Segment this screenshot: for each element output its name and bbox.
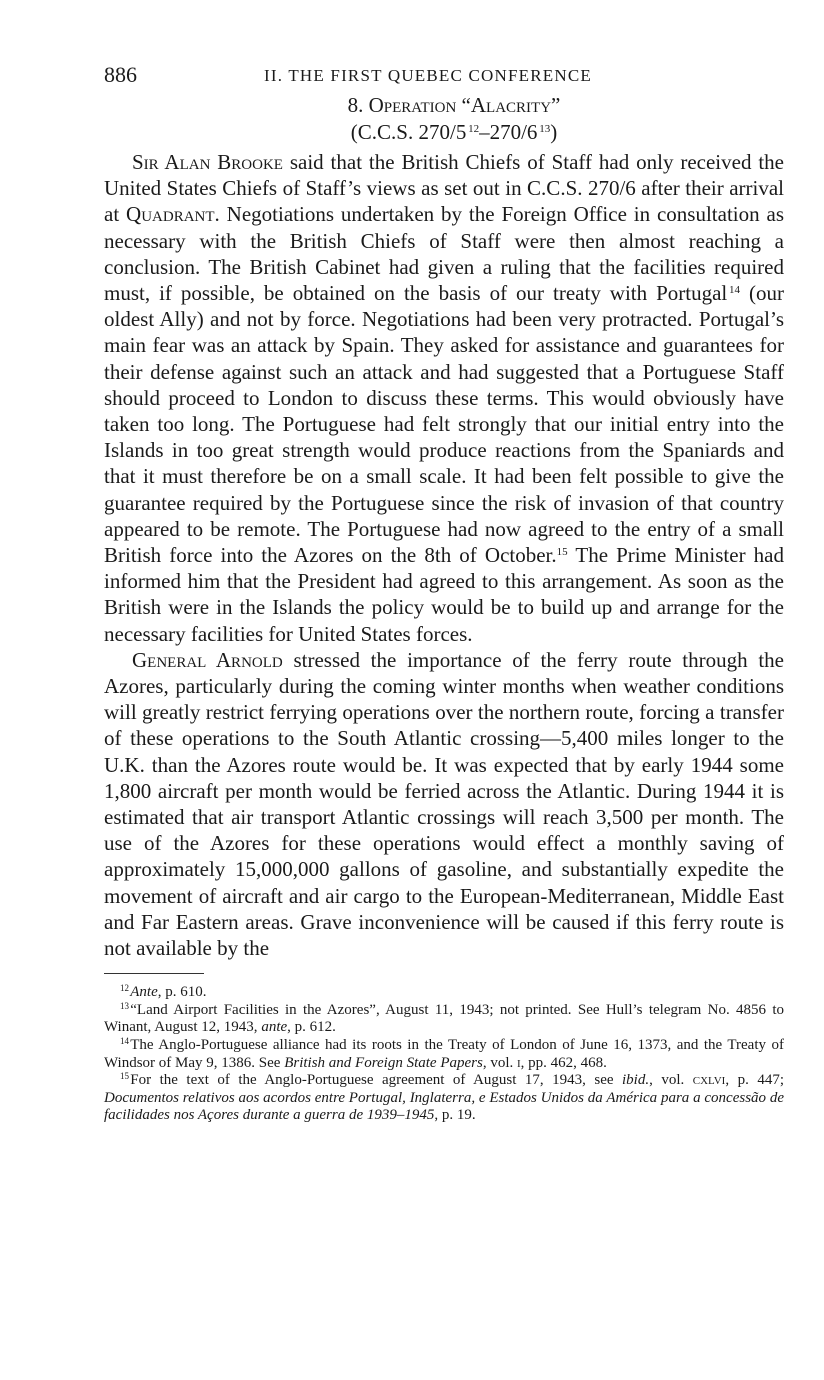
speaker-brooke: Sir Alan Brooke <box>132 150 283 174</box>
footnote-ref-15[interactable]: 15 <box>556 546 568 559</box>
section-number: 8. <box>347 93 364 117</box>
document-page <box>104 58 784 1125</box>
section-title-line <box>124 92 784 119</box>
footnotes <box>104 984 784 1125</box>
code-name-quadrant: Quadrant <box>126 202 215 227</box>
running-head: II. THE FIRST QUEBEC CONFERENCE <box>264 66 592 85</box>
footnote-15: $^{15}$ For the text of the Anglo-Portuguese agreement of August 17, 1943, see ibid., vol. cxlvi, p. 447; Documentos relativos aos acordos entre Portugal, Inglaterra, e Estados Unidos da América para a concessão de facilidades nos Açores durante a guerra de 1939–1945, p. 19. <box>104 1071 784 1124</box>
speaker-arnold: General Arnold <box>132 647 283 672</box>
footnote-14: $^{14}$ The Anglo-Portuguese alliance had its roots in the Treaty of London of June 16, 1373, and the Treaty of Windsor of May 9, 1386. See British and Foreign State Papers, vol. i, pp. 462, 468. <box>104 1036 784 1071</box>
footnote-ref-13[interactable]: 13 <box>539 123 551 135</box>
section-heading <box>124 92 784 146</box>
footnote-mark: 12 <box>120 983 129 994</box>
footnote-mark: 14 <box>120 1036 129 1047</box>
page-number: 886 <box>104 62 137 87</box>
footnote-13: $^{13}$ “Land Airport Facilities in the Azores”, August 11, 1943; not printed. See Hull’s telegram No. 4856 to Winant, August 12, 1943, ante, p. 612. <box>104 1000 784 1036</box>
page-header <box>104 58 784 92</box>
section-title: Operation “Alacrity” <box>368 93 561 117</box>
footnote-ref-12[interactable]: 12 <box>468 123 480 135</box>
footnote-ref-14[interactable]: 14 <box>729 284 741 297</box>
footnote-mark: 13 <box>120 1000 129 1011</box>
paragraph-arnold: General Arnold stressed the importance of the ferry route through the Azores, particularly during the coming winter months when weather conditions will greatly restrict ferrying operations over the northern route, forcing a transfer of these operations to the South Atlantic crossing—5,400 miles longer to the U.K. than the Azores route would be. It was expected that by early 1944 some 1,800 aircraft per month would be ferried across the Atlantic. During 1944 it is estimated that air transport Atlantic crossings will reach 3,500 per month. The use of the Azores for these operations would effect a monthly saving of approximately 15,000,000 gallons of gasoline, and substantially expedite the movement of aircraft and air cargo to the European-Mediterranean, Middle East and Far Eastern areas. Grave inconvenience will be caused if this ferry route is not available by the <box>104 647 784 961</box>
section-refs: (C.C.S. 270/5 $^{12}$–270/6 $^{13}$) <box>350 120 558 144</box>
footnote-divider <box>104 973 204 974</box>
body-text <box>104 149 784 961</box>
paragraph-brooke: Sir Alan Brooke said that the British Chiefs of Staff had only received the United States Chiefs of Staff’s views as set out in C.C.S. 270/6 after their arrival at Quadrant. Negotiations undertaken by the Foreign Office in consultation as necessary with the British Chiefs of Staff were then almost reaching a conclusion. The British Cabinet had given a ruling that the facilities required must, if possible, be obtained on the basis of our treaty with Portugal $^{14}$ (our oldest Ally) and not by force. Negotiations had been very protracted. Portugal’s main fear was an attack by Spain. They asked for assistance and guarantees for their defense against such an attack and had suggested that a Portuguese Staff should proceed to London to discuss these terms. This would obviously have taken too long. The Portuguese had felt strongly that our initial entry into the Islands in too great strength would produce reactions from the Spaniards and that it must therefore be on a small scale. It had been felt possible to give the guarantee required by the Portuguese since the risk of invasion of that country appeared to be remote. The Portuguese had now agreed to the entry of a small British force into the Azores on the 8th of October.$^{15}$ The Prime Minister had informed him that the President had agreed to this arrangement. As soon as the British were in the Islands the policy would be to build up and arrange for the necessary facilities for United States forces. <box>104 150 785 646</box>
footnote-12: $^{12}$ Ante, p. 610. <box>120 983 207 1001</box>
footnote-mark: 15 <box>120 1071 129 1082</box>
